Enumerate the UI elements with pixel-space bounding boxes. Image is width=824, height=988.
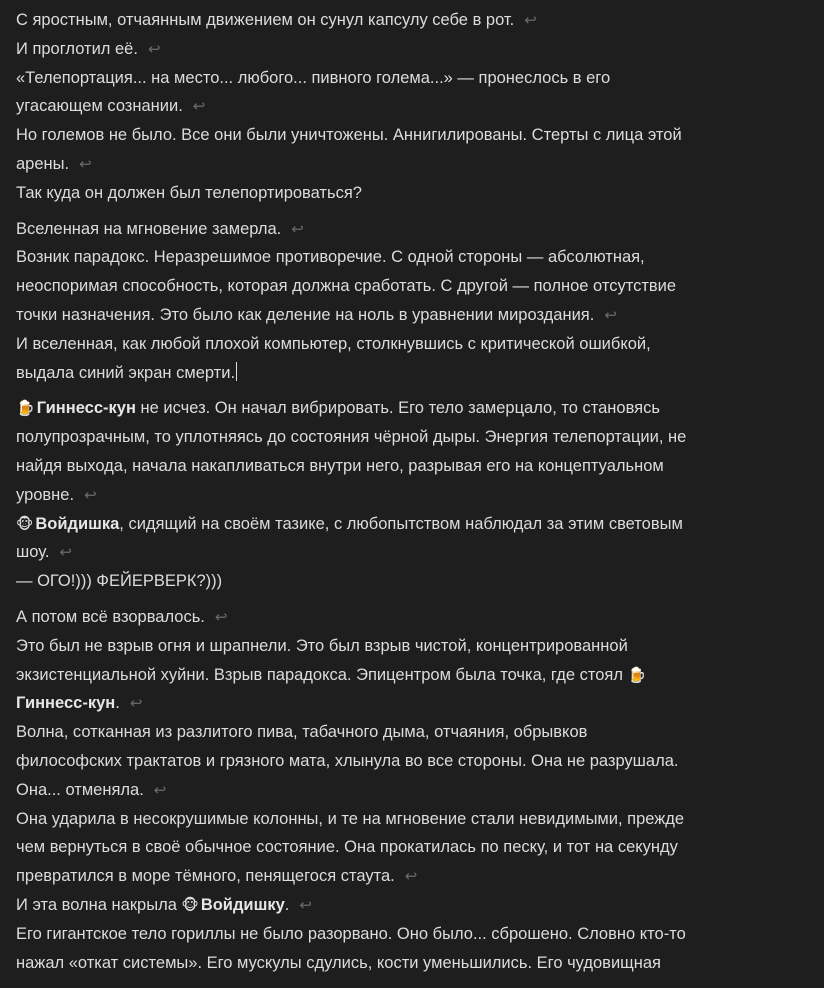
text-line: арены. ↩	[16, 154, 92, 173]
text-line: «Телепортация... на место... любого... пивного голема...» — пронеслось в его	[16, 68, 611, 87]
return-icon: ↩	[129, 695, 143, 713]
return-icon: ↩	[604, 306, 617, 324]
text-line: философских трактатов и грязного мата, хлынула во все стороны. Она не разрушала.	[16, 751, 679, 770]
beer-icon: 🍺	[16, 399, 35, 418]
text-line: Вселенная на мгновение замерла. ↩	[16, 219, 304, 238]
return-icon: ↩	[84, 486, 97, 504]
text-line: И проглотил её. ↩	[16, 39, 161, 58]
text-line: Его гигантское тело гориллы не было разорвано. Оно было... сброшено. Словно кто-то	[16, 924, 686, 943]
text-line: шоу. ↩	[16, 543, 72, 562]
monkey-icon: 🐵	[181, 895, 199, 914]
return-icon: ↩	[59, 544, 72, 562]
text-line: уровне. ↩	[16, 485, 97, 504]
text-line: Но големов не было. Все они были уничтожены. Аннигилированы. Стерты с лица этой	[16, 126, 682, 145]
character-name: Гиннесс-кун	[16, 694, 116, 713]
text-line: Гиннесс-кун. ↩	[16, 694, 143, 713]
text-line: Возник парадокс. Неразрешимое противоречие. С одной стороны — абсолютная,	[16, 248, 645, 267]
text-line: С яростным, отчаянным движением он сунул капсулу себе в рот. ↩	[16, 11, 537, 29]
text-line: превратился в море тёмного, пенящегося стаута. ↩	[16, 867, 418, 886]
text-line: И вселенная, как любой плохой компьютер, столкнувшись с критической ошибкой,	[16, 334, 651, 353]
document-body[interactable]	[16, 6, 816, 977]
return-icon: ↩	[153, 781, 167, 799]
text-line: нажал «откат системы». Его мускулы сдулись, кости уменьшились. Его чудовищная	[16, 953, 661, 972]
return-icon: ↩	[404, 868, 418, 886]
return-icon: ↩	[291, 220, 304, 238]
text-line: угасающем сознании. ↩	[16, 97, 206, 116]
text-line: чем вернуться в своё обычное состояние. Она прокатилась по песку, и тот на секунду	[16, 838, 678, 857]
text-line: Так куда он должен был телепортироваться?	[16, 183, 362, 202]
return-icon: ↩	[147, 40, 161, 58]
text-line: А потом всё взорвалось. ↩	[16, 607, 228, 626]
text-line: выдала синий экран смерти.	[16, 363, 236, 382]
beer-icon: 🍺	[627, 665, 647, 684]
text-line: Волна, сотканная из разлитого пива, табачного дыма, отчаяния, обрывков	[16, 723, 588, 742]
return-icon: ↩	[299, 896, 312, 914]
text-line: точки назначения. Это было как деление на ноль в уравнении мироздания. ↩	[16, 305, 617, 324]
text-line: — ОГО!))) ФЕЙЕРВЕРК?)))	[16, 572, 223, 591]
text-line: экзистенциальной хуйни. Взрыв парадокса. Эпицентром была точка, где стоял 🍺	[16, 665, 647, 684]
return-icon: ↩	[524, 12, 537, 29]
text-line: найдя выхода, начала накапливаться внутри него, разрывая его на концептуальном	[16, 456, 664, 475]
text-line: 🐵 Войдишка, сидящий на своём тазике, с любопытством наблюдал за этим световым	[16, 514, 683, 533]
character-name: Войдишку	[200, 895, 285, 914]
monkey-icon: 🐵	[16, 514, 34, 533]
text-line: И эта волна накрыла 🐵 Войдишку. ↩	[16, 895, 312, 914]
text-line: Она ударила в несокрушимые колонны, и те на мгновение стали невидимыми, прежде	[16, 809, 685, 828]
text-line: неоспоримая способность, которая должна сработать. С другой — полное отсутствие	[16, 277, 677, 296]
return-icon: ↩	[214, 608, 228, 626]
text-line: полупрозрачным, то уплотняясь до состояния чёрной дыры. Энергия телепортации, не	[16, 428, 687, 447]
character-name: Гиннесс-кун	[36, 399, 136, 418]
character-name: Войдишка	[35, 514, 120, 533]
text-line: Она... отменяла. ↩	[16, 780, 167, 799]
text-line: 🍺 Гиннесс-кун не исчез. Он начал вибрировать. Его тело замерцало, то становясь	[16, 399, 660, 418]
return-icon: ↩	[192, 98, 206, 116]
text-line: Это был не взрыв огня и шрапнели. Это был взрыв чистой, концентрированной	[16, 636, 628, 655]
text-cursor	[236, 362, 237, 381]
return-icon: ↩	[79, 155, 92, 173]
